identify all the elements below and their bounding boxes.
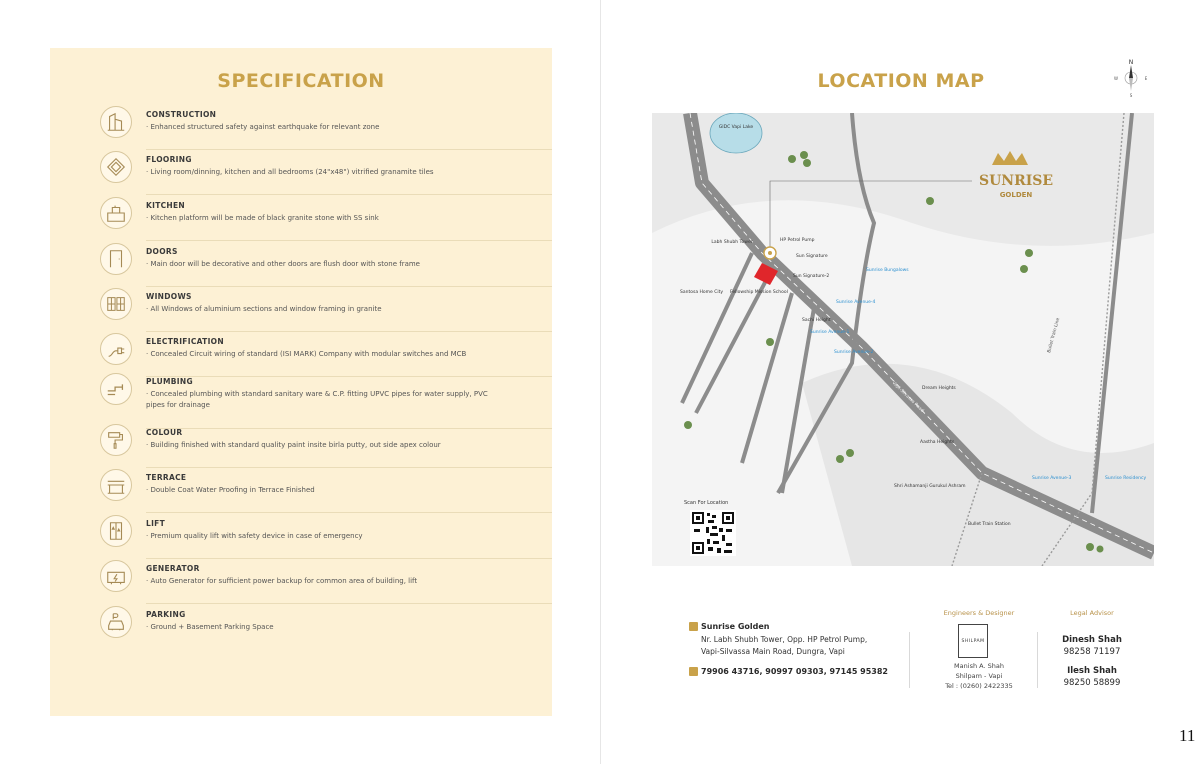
spec-heading: CONSTRUCTION bbox=[146, 110, 217, 119]
legal-advisor-phone: 98250 58899 bbox=[1063, 678, 1121, 688]
spec-item-windows bbox=[100, 286, 552, 328]
qr-code bbox=[690, 510, 736, 556]
spec-item-generator bbox=[100, 558, 552, 600]
door-icon bbox=[100, 243, 132, 275]
engineer-phone: Tel : (0260) 2422335 bbox=[945, 682, 1013, 690]
sun-signature-label: Sun Signature bbox=[796, 254, 828, 259]
spec-text: · Auto Generator for sufficient power backup for common area of building, lift bbox=[146, 577, 418, 585]
shilpam-logo: SHILPAM bbox=[958, 624, 988, 658]
legal-advisor-phone: 98258 71197 bbox=[1063, 647, 1121, 657]
phone-icon bbox=[689, 667, 698, 676]
spec-heading: LIFT bbox=[146, 519, 166, 528]
santosa-label: Santosa Home City bbox=[680, 290, 724, 295]
terrace-icon bbox=[100, 469, 132, 501]
map-canvas bbox=[652, 113, 1154, 566]
dream-label: Dream Heights bbox=[922, 386, 956, 391]
address-line: Nr. Labh Shubh Tower, Opp. HP Petrol Pump, bbox=[701, 635, 868, 644]
spec-item-plumbing bbox=[100, 371, 552, 425]
spec-text: · Concealed plumbing with standard sanitary ware & C.P. fitting UPVC pipes for water supply, PVC pipes for drainage bbox=[146, 390, 488, 409]
contact-name-row bbox=[689, 622, 909, 631]
contact-phone-row bbox=[689, 667, 909, 676]
scan-label: Scan For Location bbox=[684, 500, 729, 506]
window-icon bbox=[100, 288, 132, 320]
building-icon bbox=[100, 106, 132, 138]
engineers-label: Engineers & Designer bbox=[943, 609, 1015, 617]
spec-text: · Building finished with standard quality paint insite birla putty, out side apex colour bbox=[146, 441, 441, 449]
location-icon bbox=[689, 622, 698, 631]
spec-heading: DOORS bbox=[146, 247, 178, 256]
generator-icon bbox=[100, 560, 132, 592]
spec-item-flooring bbox=[100, 149, 552, 191]
spec-heading: KITCHEN bbox=[146, 201, 185, 210]
sun-signature-2-label: Sun Signature-2 bbox=[793, 274, 830, 279]
lake-shape bbox=[710, 113, 762, 153]
spec-text: · Ground + Basement Parking Space bbox=[146, 623, 274, 631]
spec-heading: TERRACE bbox=[146, 473, 187, 482]
spec-text: · Premium quality lift with safety device in case of emergency bbox=[146, 532, 363, 540]
location-map-title: LOCATION MAP bbox=[817, 70, 985, 92]
compass-n: N bbox=[1128, 59, 1134, 66]
spec-text: · Double Coat Water Proofing in Terrace Finished bbox=[146, 486, 315, 494]
spec-item-kitchen bbox=[100, 195, 552, 237]
compass-e: E bbox=[1144, 76, 1148, 81]
fellowship-label: Fellowship Mission School bbox=[730, 290, 788, 295]
sunrise-avenue-1-label: Sunrise Avenue-1 bbox=[810, 330, 850, 335]
plug-icon bbox=[100, 333, 132, 365]
contact-phones: 79906 43716, 90997 09303, 97145 95382 bbox=[701, 667, 888, 676]
location-map[interactable] bbox=[652, 113, 1154, 566]
pipe-icon bbox=[100, 373, 132, 405]
spec-text: · Living room/dinning, kitchen and all bedrooms (24"x48") vitrified granamite tiles bbox=[146, 168, 434, 176]
kitchen-icon bbox=[100, 197, 132, 229]
spec-item-electrification bbox=[100, 331, 552, 373]
tile-icon bbox=[100, 151, 132, 183]
compass-s: S bbox=[1129, 93, 1133, 98]
address-line: Vapi-Silvassa Main Road, Dungra, Vapi bbox=[701, 647, 845, 656]
compass-w: W bbox=[1114, 76, 1118, 81]
labh-shubh-label: Labh Shubh Tower bbox=[711, 240, 753, 245]
engineer-name: Manish A. Shah bbox=[954, 662, 1004, 670]
lake-label: GIDC Vapi Lake bbox=[718, 125, 754, 130]
specification-panel bbox=[50, 48, 552, 716]
spec-text: · Kitchen platform will be made of black granite stone with SS sink bbox=[146, 214, 379, 222]
spec-heading: GENERATOR bbox=[146, 564, 200, 573]
spec-text: · Main door will be decorative and other doors are flush door with stone frame bbox=[146, 260, 420, 268]
spec-item-parking bbox=[100, 604, 552, 646]
hp-petrol-label: HP Petrol Pump bbox=[780, 238, 815, 243]
page-number: 11 bbox=[1179, 726, 1196, 745]
brand-sub: GOLDEN bbox=[999, 191, 1033, 199]
sunrise-residency-label: Sunrise Residency bbox=[1105, 476, 1147, 481]
bullet-line-label: Bullet Train Line bbox=[1047, 317, 1062, 354]
engineer-firm: Shilpam - Vapi bbox=[955, 672, 1003, 680]
legal-advisor-name: Ilesh Shah bbox=[1067, 666, 1117, 676]
spec-item-terrace bbox=[100, 467, 552, 509]
legal-label: Legal Advisor bbox=[1070, 609, 1114, 617]
spec-item-colour bbox=[100, 422, 552, 464]
right-page bbox=[600, 0, 1200, 764]
lift-icon bbox=[100, 515, 132, 547]
contact-block bbox=[689, 622, 909, 676]
road-label: Vapi-Silvassa Road bbox=[890, 380, 925, 414]
contact-address bbox=[689, 634, 909, 658]
divider bbox=[909, 632, 910, 688]
spec-heading: PLUMBING bbox=[146, 377, 193, 386]
sachi-label: Sachi Height bbox=[802, 318, 831, 323]
spec-item-construction bbox=[100, 104, 552, 146]
aastha-label: Aastha Heights bbox=[920, 440, 955, 445]
sunrise-bungalows-label: Sunrise Bungalows bbox=[866, 268, 909, 273]
spec-heading: PARKING bbox=[146, 610, 186, 619]
spec-item-lift bbox=[100, 513, 552, 555]
bullet-station-label: Bullet Train Station bbox=[968, 522, 1011, 527]
spec-heading: COLOUR bbox=[146, 428, 183, 437]
sunrise-avenue-2-label: Sunrise Avenue-2 bbox=[834, 350, 874, 355]
legal-advisor-name: Dinesh Shah bbox=[1062, 635, 1122, 645]
engineers-info bbox=[919, 661, 1039, 691]
specification-title: SPECIFICATION bbox=[217, 70, 385, 92]
ashram-label: Shri Ashamanji Gurukul Ashram bbox=[894, 484, 966, 489]
spec-text: · Enhanced structured safety against earthquake for relevant zone bbox=[146, 123, 380, 131]
spec-heading: FLOORING bbox=[146, 155, 192, 164]
spec-item-doors bbox=[100, 241, 552, 283]
spec-heading: WINDOWS bbox=[146, 292, 192, 301]
spec-text: · Concealed Circuit wiring of standard (ISI MARK) Company with modular switches and MCB bbox=[146, 350, 467, 358]
brand-name: SUNRISE bbox=[978, 173, 1054, 189]
sunrise-avenue-3-label: Sunrise Avenue-3 bbox=[1032, 476, 1072, 481]
spec-text: · All Windows of aluminium sections and window framing in granite bbox=[146, 305, 382, 313]
parking-icon bbox=[100, 606, 132, 638]
compass-icon bbox=[1111, 58, 1151, 98]
paint-roller-icon bbox=[100, 424, 132, 456]
spec-heading: ELECTRIFICATION bbox=[146, 337, 224, 346]
contact-name: Sunrise Golden bbox=[701, 622, 770, 631]
sunrise-avenue-4-label: Sunrise Avenue-4 bbox=[836, 300, 876, 305]
